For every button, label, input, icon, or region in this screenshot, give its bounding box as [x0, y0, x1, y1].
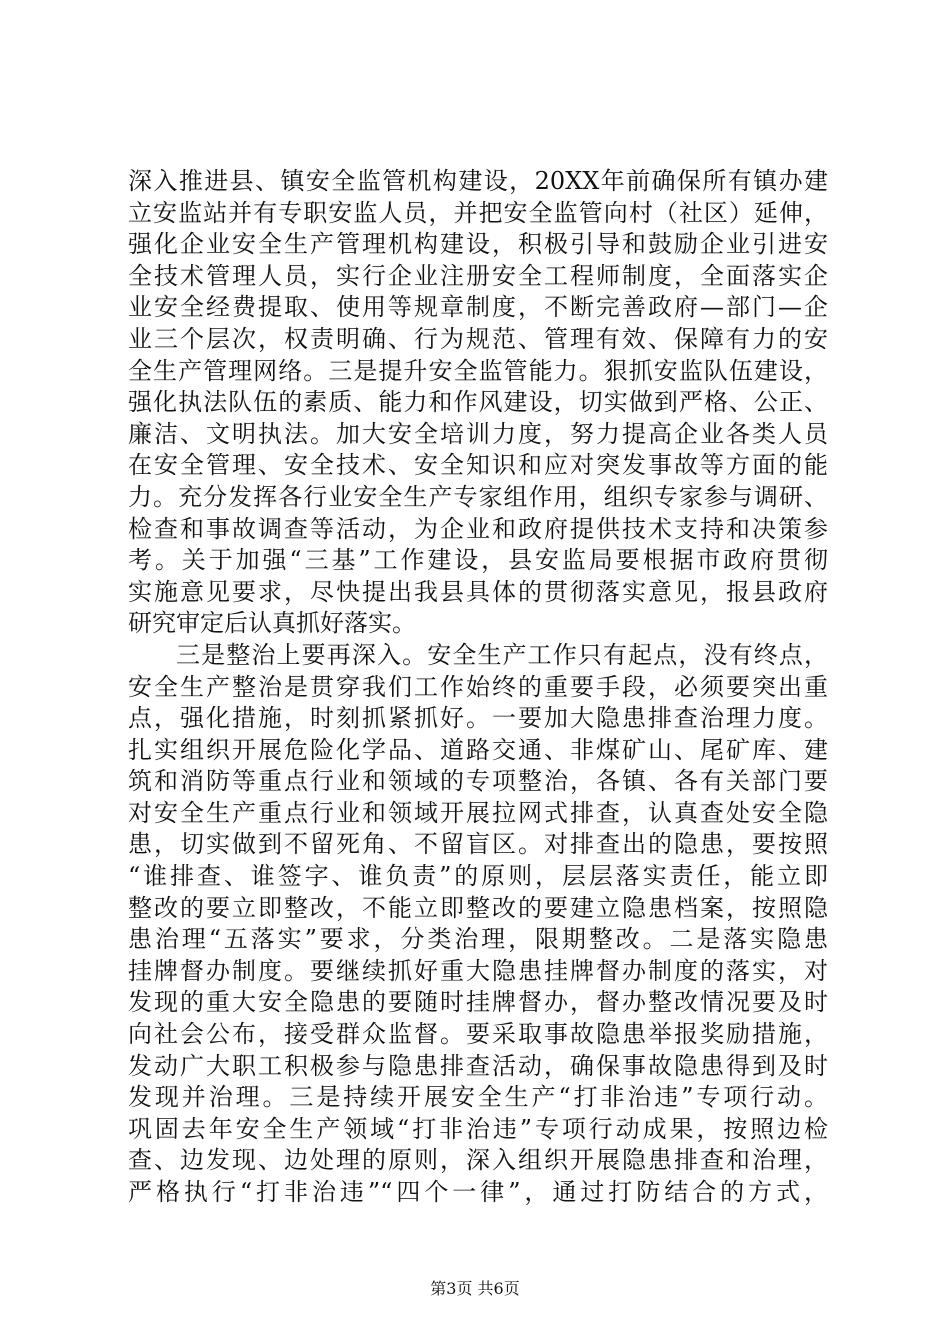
text-line: 发动广大职工积极参与隐患排查活动，确保事故隐患得到及时 [128, 1051, 828, 1080]
text-line: 深入推进县、镇安全监管机构建设，20XX年前确保所有镇办建 [128, 167, 828, 195]
text-line: 强化企业安全生产管理机构建设，积极引导和鼓励企业引进安 [128, 230, 828, 259]
text-line: 廉洁、文明执法。加大安全培训力度，努力提高企业各类人员 [128, 419, 828, 448]
text-line: 发现并治理。三是持续开展安全生产“打非治违”专项行动。 [128, 1083, 828, 1112]
text-line: 业安全经费提取、使用等规章制度，不断完善政府—部门—企 [128, 293, 828, 322]
text-line: 业三个层次，权责明确、行为规范、管理有效、保障有力的安 [128, 324, 828, 353]
text-line: “谁排查、谁签字、谁负责”的原则，层层落实责任，能立即 [128, 862, 828, 891]
text-line: 严格执行“打非治违”“四个一律”，通过打防结合的方式， [128, 1178, 828, 1206]
page-footer: 第3页 共6页 [430, 1279, 520, 1298]
text-line: 考。关于加强“三基”工作建设，县安监局要根据市政府贯彻 [128, 546, 828, 575]
text-line: 全技术管理人员，实行企业注册安全工程师制度，全面落实企 [128, 261, 828, 290]
text-line: 筑和消防等重点行业和领域的专项整治，各镇、各有关部门要 [128, 767, 828, 796]
text-line: 立安监站并有专职安监人员，并把安全监管向村（社区）延伸， [128, 198, 828, 227]
text-line: 扎实组织开展危险化学品、道路交通、非煤矿山、尾矿库、建 [128, 735, 828, 764]
text-line: 发现的重大安全隐患的要随时挂牌督办，督办整改情况要及时 [128, 988, 828, 1017]
text-line: 查、边发现、边处理的原则，深入组织开展隐患排查和治理， [128, 1146, 828, 1175]
text-line: 对安全生产重点行业和领域开展拉网式排查，认真查处安全隐 [128, 798, 828, 827]
text-line: 力。充分发挥各行业安全生产专家组作用，组织专家参与调研、 [128, 482, 828, 511]
text-line: 研究审定后认真抓好落实。 [128, 609, 416, 638]
body-text [128, 166, 828, 1209]
text-line: 全生产管理网络。三是提升安全监管能力。狠抓安监队伍建设， [128, 356, 828, 385]
text-line: 强化执法队伍的素质、能力和作风建设，切实做到严格、公正、 [128, 388, 828, 417]
text-line: 患，切实做到不留死角、不留盲区。对排查出的隐患，要按照 [128, 830, 828, 859]
text-line: 点，强化措施，时刻抓紧抓好。一要加大隐患排查治理力度。 [128, 704, 828, 733]
text-line: 检查和事故调查等活动，为企业和政府提供技术支持和决策参 [128, 514, 828, 543]
text-line: 向社会公布，接受群众监督。要采取事故隐患举报奖励措施， [128, 1020, 828, 1049]
text-line: 安全生产整治是贯穿我们工作始终的重要手段，必须要突出重 [128, 672, 828, 701]
text-line: 整改的要立即整改，不能立即整改的要建立隐患档案，按照隐 [128, 893, 828, 922]
text-line: 挂牌督办制度。要继续抓好重大隐患挂牌督办制度的落实，对 [128, 956, 828, 985]
paragraph-start-line: 三是整治上要再深入。安全生产工作只有起点，没有终点， [176, 640, 828, 669]
text-line: 患治理“五落实”要求，分类治理，限期整改。二是落实隐患 [128, 925, 828, 954]
text-line: 实施意见要求，尽快提出我县具体的贯彻落实意见，报县政府 [128, 577, 828, 606]
text-line: 在安全管理、安全技术、安全知识和应对突发事故等方面的能 [128, 451, 828, 480]
text-line: 巩固去年安全生产领域“打非治违”专项行动成果，按照边检 [128, 1114, 828, 1143]
